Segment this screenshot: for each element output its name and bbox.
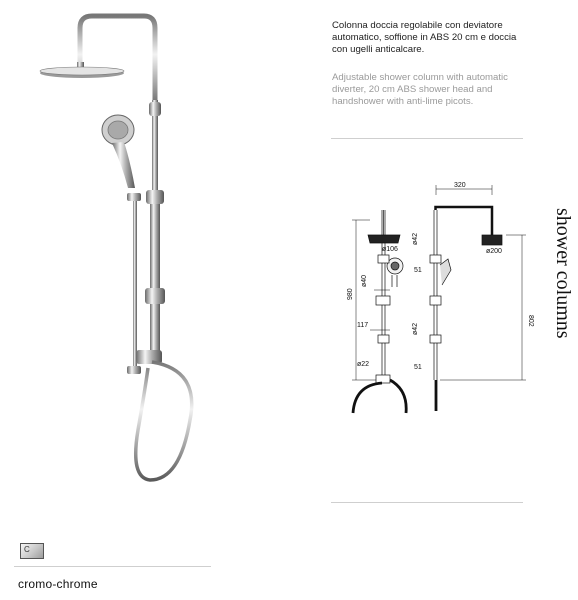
dim-51-bottom: 51 bbox=[414, 364, 422, 371]
description-english bbox=[332, 72, 542, 108]
finish-label: cromo-chrome bbox=[18, 577, 98, 591]
description-italian-line: Colonna doccia regolabile con deviatore bbox=[332, 20, 503, 31]
description-english-line: Adjustable shower column with automatic bbox=[332, 72, 508, 83]
product-photo bbox=[0, 0, 300, 520]
dim-handshower: ø106 bbox=[382, 246, 398, 253]
dim-height-right: 802 bbox=[527, 315, 534, 327]
dim-51-top: 51 bbox=[414, 267, 422, 274]
description-english-line: handshower with anti-lime picots. bbox=[332, 96, 474, 107]
dim-40: ø40 bbox=[361, 274, 368, 287]
description-italian-line: con ugelli anticalcare. bbox=[332, 44, 425, 55]
divider-finish bbox=[14, 566, 211, 567]
dim-22: ø22 bbox=[357, 361, 370, 368]
dim-head: ø200 bbox=[486, 248, 502, 255]
divider-top bbox=[331, 138, 523, 139]
dim-117: 117 bbox=[357, 322, 369, 329]
category-title: shower columns bbox=[552, 208, 574, 339]
dim-height-left: 980 bbox=[347, 288, 354, 300]
finish-code: C bbox=[24, 545, 30, 554]
dim-width: 320 bbox=[454, 182, 466, 189]
dim-42-bottom: ø42 bbox=[412, 322, 419, 335]
finish-swatch-chrome[interactable] bbox=[20, 543, 44, 559]
dim-42-top: ø42 bbox=[412, 232, 419, 245]
description-italian bbox=[332, 20, 542, 56]
divider-bottom bbox=[331, 502, 523, 503]
technical-drawing bbox=[330, 175, 550, 415]
description-italian-line: automatico, soffione in ABS 20 cm e doccia bbox=[332, 32, 517, 43]
description-english-line: diverter, 20 cm ABS shower head and bbox=[332, 84, 493, 95]
